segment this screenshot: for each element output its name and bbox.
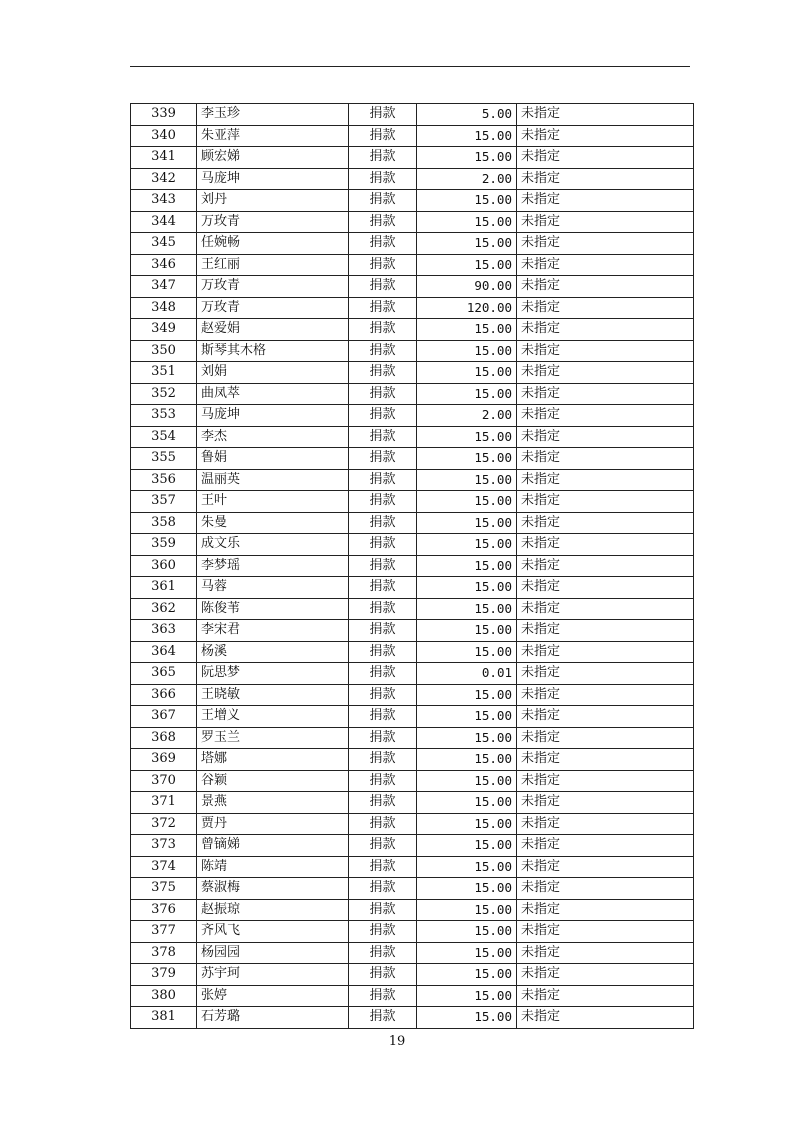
donation-type: 捐款 <box>349 125 417 147</box>
donation-type: 捐款 <box>349 813 417 835</box>
row-number: 353 <box>131 405 197 427</box>
donation-type: 捐款 <box>349 1007 417 1029</box>
donation-amount: 15.00 <box>417 211 517 233</box>
designation: 未指定 <box>517 727 694 749</box>
table-row <box>131 233 694 255</box>
table-row <box>131 426 694 448</box>
donor-name: 曾镝娣 <box>197 835 349 857</box>
donation-type: 捐款 <box>349 792 417 814</box>
table-row <box>131 104 694 126</box>
table-row <box>131 168 694 190</box>
donor-name: 鲁娟 <box>197 448 349 470</box>
table-row <box>131 641 694 663</box>
donation-type: 捐款 <box>349 577 417 599</box>
donor-name: 王增义 <box>197 706 349 728</box>
designation: 未指定 <box>517 964 694 986</box>
donation-type: 捐款 <box>349 964 417 986</box>
donor-name: 马庞坤 <box>197 405 349 427</box>
designation: 未指定 <box>517 190 694 212</box>
row-number: 377 <box>131 921 197 943</box>
table-row <box>131 878 694 900</box>
table-row <box>131 297 694 319</box>
designation: 未指定 <box>517 555 694 577</box>
row-number: 372 <box>131 813 197 835</box>
donor-name: 贾丹 <box>197 813 349 835</box>
donation-type: 捐款 <box>349 426 417 448</box>
donation-type: 捐款 <box>349 168 417 190</box>
donation-amount: 15.00 <box>417 835 517 857</box>
designation: 未指定 <box>517 684 694 706</box>
donor-name: 王红丽 <box>197 254 349 276</box>
donation-amount: 90.00 <box>417 276 517 298</box>
table-row <box>131 512 694 534</box>
designation: 未指定 <box>517 641 694 663</box>
donor-name: 李宋君 <box>197 620 349 642</box>
designation: 未指定 <box>517 319 694 341</box>
row-number: 348 <box>131 297 197 319</box>
donation-type: 捐款 <box>349 620 417 642</box>
donation-amount: 15.00 <box>417 555 517 577</box>
donation-amount: 120.00 <box>417 297 517 319</box>
designation: 未指定 <box>517 706 694 728</box>
donation-type: 捐款 <box>349 663 417 685</box>
donation-amount: 15.00 <box>417 792 517 814</box>
donation-type: 捐款 <box>349 254 417 276</box>
donation-type: 捐款 <box>349 233 417 255</box>
table-row <box>131 749 694 771</box>
donation-type: 捐款 <box>349 749 417 771</box>
donation-amount: 15.00 <box>417 964 517 986</box>
row-number: 349 <box>131 319 197 341</box>
donor-name: 石芳璐 <box>197 1007 349 1029</box>
designation: 未指定 <box>517 104 694 126</box>
donor-name: 陈靖 <box>197 856 349 878</box>
table-row <box>131 727 694 749</box>
donation-type: 捐款 <box>349 921 417 943</box>
donation-amount: 15.00 <box>417 706 517 728</box>
table-row <box>131 770 694 792</box>
row-number: 371 <box>131 792 197 814</box>
donor-name: 王叶 <box>197 491 349 513</box>
row-number: 354 <box>131 426 197 448</box>
donation-amount: 15.00 <box>417 383 517 405</box>
row-number: 347 <box>131 276 197 298</box>
donation-type: 捐款 <box>349 555 417 577</box>
designation: 未指定 <box>517 598 694 620</box>
donation-amount: 15.00 <box>417 921 517 943</box>
donation-type: 捐款 <box>349 405 417 427</box>
designation: 未指定 <box>517 835 694 857</box>
designation: 未指定 <box>517 878 694 900</box>
designation: 未指定 <box>517 813 694 835</box>
table-row <box>131 792 694 814</box>
table-row <box>131 405 694 427</box>
donor-name: 刘娟 <box>197 362 349 384</box>
donation-type: 捐款 <box>349 641 417 663</box>
donation-type: 捐款 <box>349 899 417 921</box>
donor-name: 罗玉兰 <box>197 727 349 749</box>
donation-type: 捐款 <box>349 534 417 556</box>
designation: 未指定 <box>517 276 694 298</box>
donor-name: 曲凤萃 <box>197 383 349 405</box>
designation: 未指定 <box>517 405 694 427</box>
table-row <box>131 899 694 921</box>
row-number: 363 <box>131 620 197 642</box>
donation-type: 捐款 <box>349 835 417 857</box>
donor-name: 顾宏娣 <box>197 147 349 169</box>
designation: 未指定 <box>517 512 694 534</box>
donor-name: 刘丹 <box>197 190 349 212</box>
designation: 未指定 <box>517 233 694 255</box>
table-row <box>131 1007 694 1029</box>
donor-name: 万玫青 <box>197 297 349 319</box>
table-row <box>131 684 694 706</box>
donation-table <box>130 103 694 1029</box>
table-row <box>131 362 694 384</box>
row-number: 346 <box>131 254 197 276</box>
table-row <box>131 620 694 642</box>
donation-amount: 15.00 <box>417 469 517 491</box>
donation-amount: 15.00 <box>417 190 517 212</box>
designation: 未指定 <box>517 254 694 276</box>
row-number: 364 <box>131 641 197 663</box>
donation-amount: 5.00 <box>417 104 517 126</box>
table-row <box>131 577 694 599</box>
row-number: 358 <box>131 512 197 534</box>
donation-type: 捐款 <box>349 383 417 405</box>
header-rule <box>130 66 690 67</box>
designation: 未指定 <box>517 147 694 169</box>
donation-amount: 15.00 <box>417 749 517 771</box>
donation-amount: 15.00 <box>417 147 517 169</box>
donation-type: 捐款 <box>349 727 417 749</box>
donor-name: 马庞坤 <box>197 168 349 190</box>
donation-amount: 15.00 <box>417 770 517 792</box>
row-number: 360 <box>131 555 197 577</box>
row-number: 357 <box>131 491 197 513</box>
donation-amount: 2.00 <box>417 405 517 427</box>
table-row <box>131 555 694 577</box>
table-row <box>131 985 694 1007</box>
table-row <box>131 491 694 513</box>
donation-amount: 15.00 <box>417 125 517 147</box>
designation: 未指定 <box>517 340 694 362</box>
donor-name: 蔡淑梅 <box>197 878 349 900</box>
donation-amount: 15.00 <box>417 684 517 706</box>
donation-type: 捐款 <box>349 448 417 470</box>
donor-name: 斯琴其木格 <box>197 340 349 362</box>
designation: 未指定 <box>517 856 694 878</box>
table-row <box>131 964 694 986</box>
donation-amount: 15.00 <box>417 254 517 276</box>
donation-type: 捐款 <box>349 211 417 233</box>
donor-name: 杨园园 <box>197 942 349 964</box>
donation-amount: 0.01 <box>417 663 517 685</box>
donation-amount: 15.00 <box>417 233 517 255</box>
row-number: 342 <box>131 168 197 190</box>
donation-type: 捐款 <box>349 985 417 1007</box>
designation: 未指定 <box>517 168 694 190</box>
donation-type: 捐款 <box>349 878 417 900</box>
designation: 未指定 <box>517 942 694 964</box>
donation-amount: 15.00 <box>417 856 517 878</box>
donor-name: 赵振琼 <box>197 899 349 921</box>
donor-name: 杨溪 <box>197 641 349 663</box>
donation-amount: 15.00 <box>417 942 517 964</box>
donor-name: 李杰 <box>197 426 349 448</box>
donation-amount: 15.00 <box>417 448 517 470</box>
designation: 未指定 <box>517 448 694 470</box>
donation-amount: 15.00 <box>417 813 517 835</box>
designation: 未指定 <box>517 125 694 147</box>
designation: 未指定 <box>517 297 694 319</box>
designation: 未指定 <box>517 749 694 771</box>
donor-name: 阮思梦 <box>197 663 349 685</box>
table-row <box>131 147 694 169</box>
row-number: 379 <box>131 964 197 986</box>
row-number: 341 <box>131 147 197 169</box>
donation-type: 捐款 <box>349 512 417 534</box>
donor-name: 朱亚萍 <box>197 125 349 147</box>
designation: 未指定 <box>517 620 694 642</box>
donor-name: 万玫青 <box>197 276 349 298</box>
donation-type: 捐款 <box>349 856 417 878</box>
donation-type: 捐款 <box>349 340 417 362</box>
donor-name: 任婉畅 <box>197 233 349 255</box>
donor-name: 万玫青 <box>197 211 349 233</box>
donation-amount: 15.00 <box>417 641 517 663</box>
row-number: 350 <box>131 340 197 362</box>
designation: 未指定 <box>517 921 694 943</box>
table-row <box>131 598 694 620</box>
donation-amount: 15.00 <box>417 727 517 749</box>
row-number: 365 <box>131 663 197 685</box>
page-number: 19 <box>388 1034 406 1049</box>
donation-type: 捐款 <box>349 491 417 513</box>
designation: 未指定 <box>517 426 694 448</box>
donation-amount: 15.00 <box>417 577 517 599</box>
table-row <box>131 534 694 556</box>
donation-amount: 15.00 <box>417 426 517 448</box>
row-number: 370 <box>131 770 197 792</box>
designation: 未指定 <box>517 899 694 921</box>
designation: 未指定 <box>517 383 694 405</box>
row-number: 345 <box>131 233 197 255</box>
row-number: 367 <box>131 706 197 728</box>
donation-amount: 15.00 <box>417 362 517 384</box>
row-number: 378 <box>131 942 197 964</box>
row-number: 375 <box>131 878 197 900</box>
donor-name: 王晓敏 <box>197 684 349 706</box>
designation: 未指定 <box>517 491 694 513</box>
donation-type: 捐款 <box>349 706 417 728</box>
row-number: 339 <box>131 104 197 126</box>
table-row <box>131 190 694 212</box>
donation-type: 捐款 <box>349 469 417 491</box>
donation-amount: 15.00 <box>417 512 517 534</box>
table-row <box>131 448 694 470</box>
table-row <box>131 276 694 298</box>
donor-name: 张婷 <box>197 985 349 1007</box>
donor-name: 李玉珍 <box>197 104 349 126</box>
designation: 未指定 <box>517 469 694 491</box>
table-row <box>131 469 694 491</box>
donation-table-body <box>131 104 694 1029</box>
donation-amount: 15.00 <box>417 491 517 513</box>
table-row <box>131 835 694 857</box>
designation: 未指定 <box>517 985 694 1007</box>
donation-type: 捐款 <box>349 190 417 212</box>
table-row <box>131 383 694 405</box>
row-number: 344 <box>131 211 197 233</box>
row-number: 362 <box>131 598 197 620</box>
donation-type: 捐款 <box>349 942 417 964</box>
donor-name: 塔娜 <box>197 749 349 771</box>
donation-amount: 15.00 <box>417 598 517 620</box>
row-number: 380 <box>131 985 197 1007</box>
donation-amount: 15.00 <box>417 340 517 362</box>
table-row <box>131 254 694 276</box>
row-number: 373 <box>131 835 197 857</box>
row-number: 366 <box>131 684 197 706</box>
table-row <box>131 125 694 147</box>
table-row <box>131 921 694 943</box>
row-number: 376 <box>131 899 197 921</box>
donation-amount: 15.00 <box>417 319 517 341</box>
donor-name: 朱曼 <box>197 512 349 534</box>
row-number: 343 <box>131 190 197 212</box>
row-number: 361 <box>131 577 197 599</box>
donor-name: 齐风飞 <box>197 921 349 943</box>
row-number: 369 <box>131 749 197 771</box>
donor-name: 景燕 <box>197 792 349 814</box>
row-number: 356 <box>131 469 197 491</box>
donation-type: 捐款 <box>349 297 417 319</box>
table-row <box>131 706 694 728</box>
row-number: 359 <box>131 534 197 556</box>
designation: 未指定 <box>517 577 694 599</box>
donor-name: 温丽英 <box>197 469 349 491</box>
row-number: 351 <box>131 362 197 384</box>
donation-type: 捐款 <box>349 319 417 341</box>
designation: 未指定 <box>517 1007 694 1029</box>
designation: 未指定 <box>517 770 694 792</box>
designation: 未指定 <box>517 362 694 384</box>
donor-name: 陈俊苇 <box>197 598 349 620</box>
table-row <box>131 856 694 878</box>
donation-amount: 15.00 <box>417 1007 517 1029</box>
donation-type: 捐款 <box>349 104 417 126</box>
table-row <box>131 211 694 233</box>
donor-name: 李梦瑶 <box>197 555 349 577</box>
row-number: 368 <box>131 727 197 749</box>
donation-type: 捐款 <box>349 362 417 384</box>
designation: 未指定 <box>517 211 694 233</box>
donation-amount: 15.00 <box>417 620 517 642</box>
donor-name: 谷颖 <box>197 770 349 792</box>
donation-type: 捐款 <box>349 770 417 792</box>
table-row <box>131 942 694 964</box>
row-number: 340 <box>131 125 197 147</box>
row-number: 374 <box>131 856 197 878</box>
donor-name: 马蓉 <box>197 577 349 599</box>
table-row <box>131 319 694 341</box>
donor-name: 苏宇珂 <box>197 964 349 986</box>
designation: 未指定 <box>517 792 694 814</box>
designation: 未指定 <box>517 663 694 685</box>
donation-type: 捐款 <box>349 684 417 706</box>
donation-amount: 15.00 <box>417 534 517 556</box>
donation-amount: 15.00 <box>417 985 517 1007</box>
row-number: 352 <box>131 383 197 405</box>
donation-amount: 15.00 <box>417 878 517 900</box>
table-row <box>131 340 694 362</box>
donation-amount: 15.00 <box>417 899 517 921</box>
table-row <box>131 813 694 835</box>
table-row <box>131 663 694 685</box>
row-number: 381 <box>131 1007 197 1029</box>
donation-amount: 2.00 <box>417 168 517 190</box>
donor-name: 赵爱娟 <box>197 319 349 341</box>
donation-type: 捐款 <box>349 276 417 298</box>
designation: 未指定 <box>517 534 694 556</box>
donation-type: 捐款 <box>349 147 417 169</box>
row-number: 355 <box>131 448 197 470</box>
donor-name: 成文乐 <box>197 534 349 556</box>
donation-type: 捐款 <box>349 598 417 620</box>
